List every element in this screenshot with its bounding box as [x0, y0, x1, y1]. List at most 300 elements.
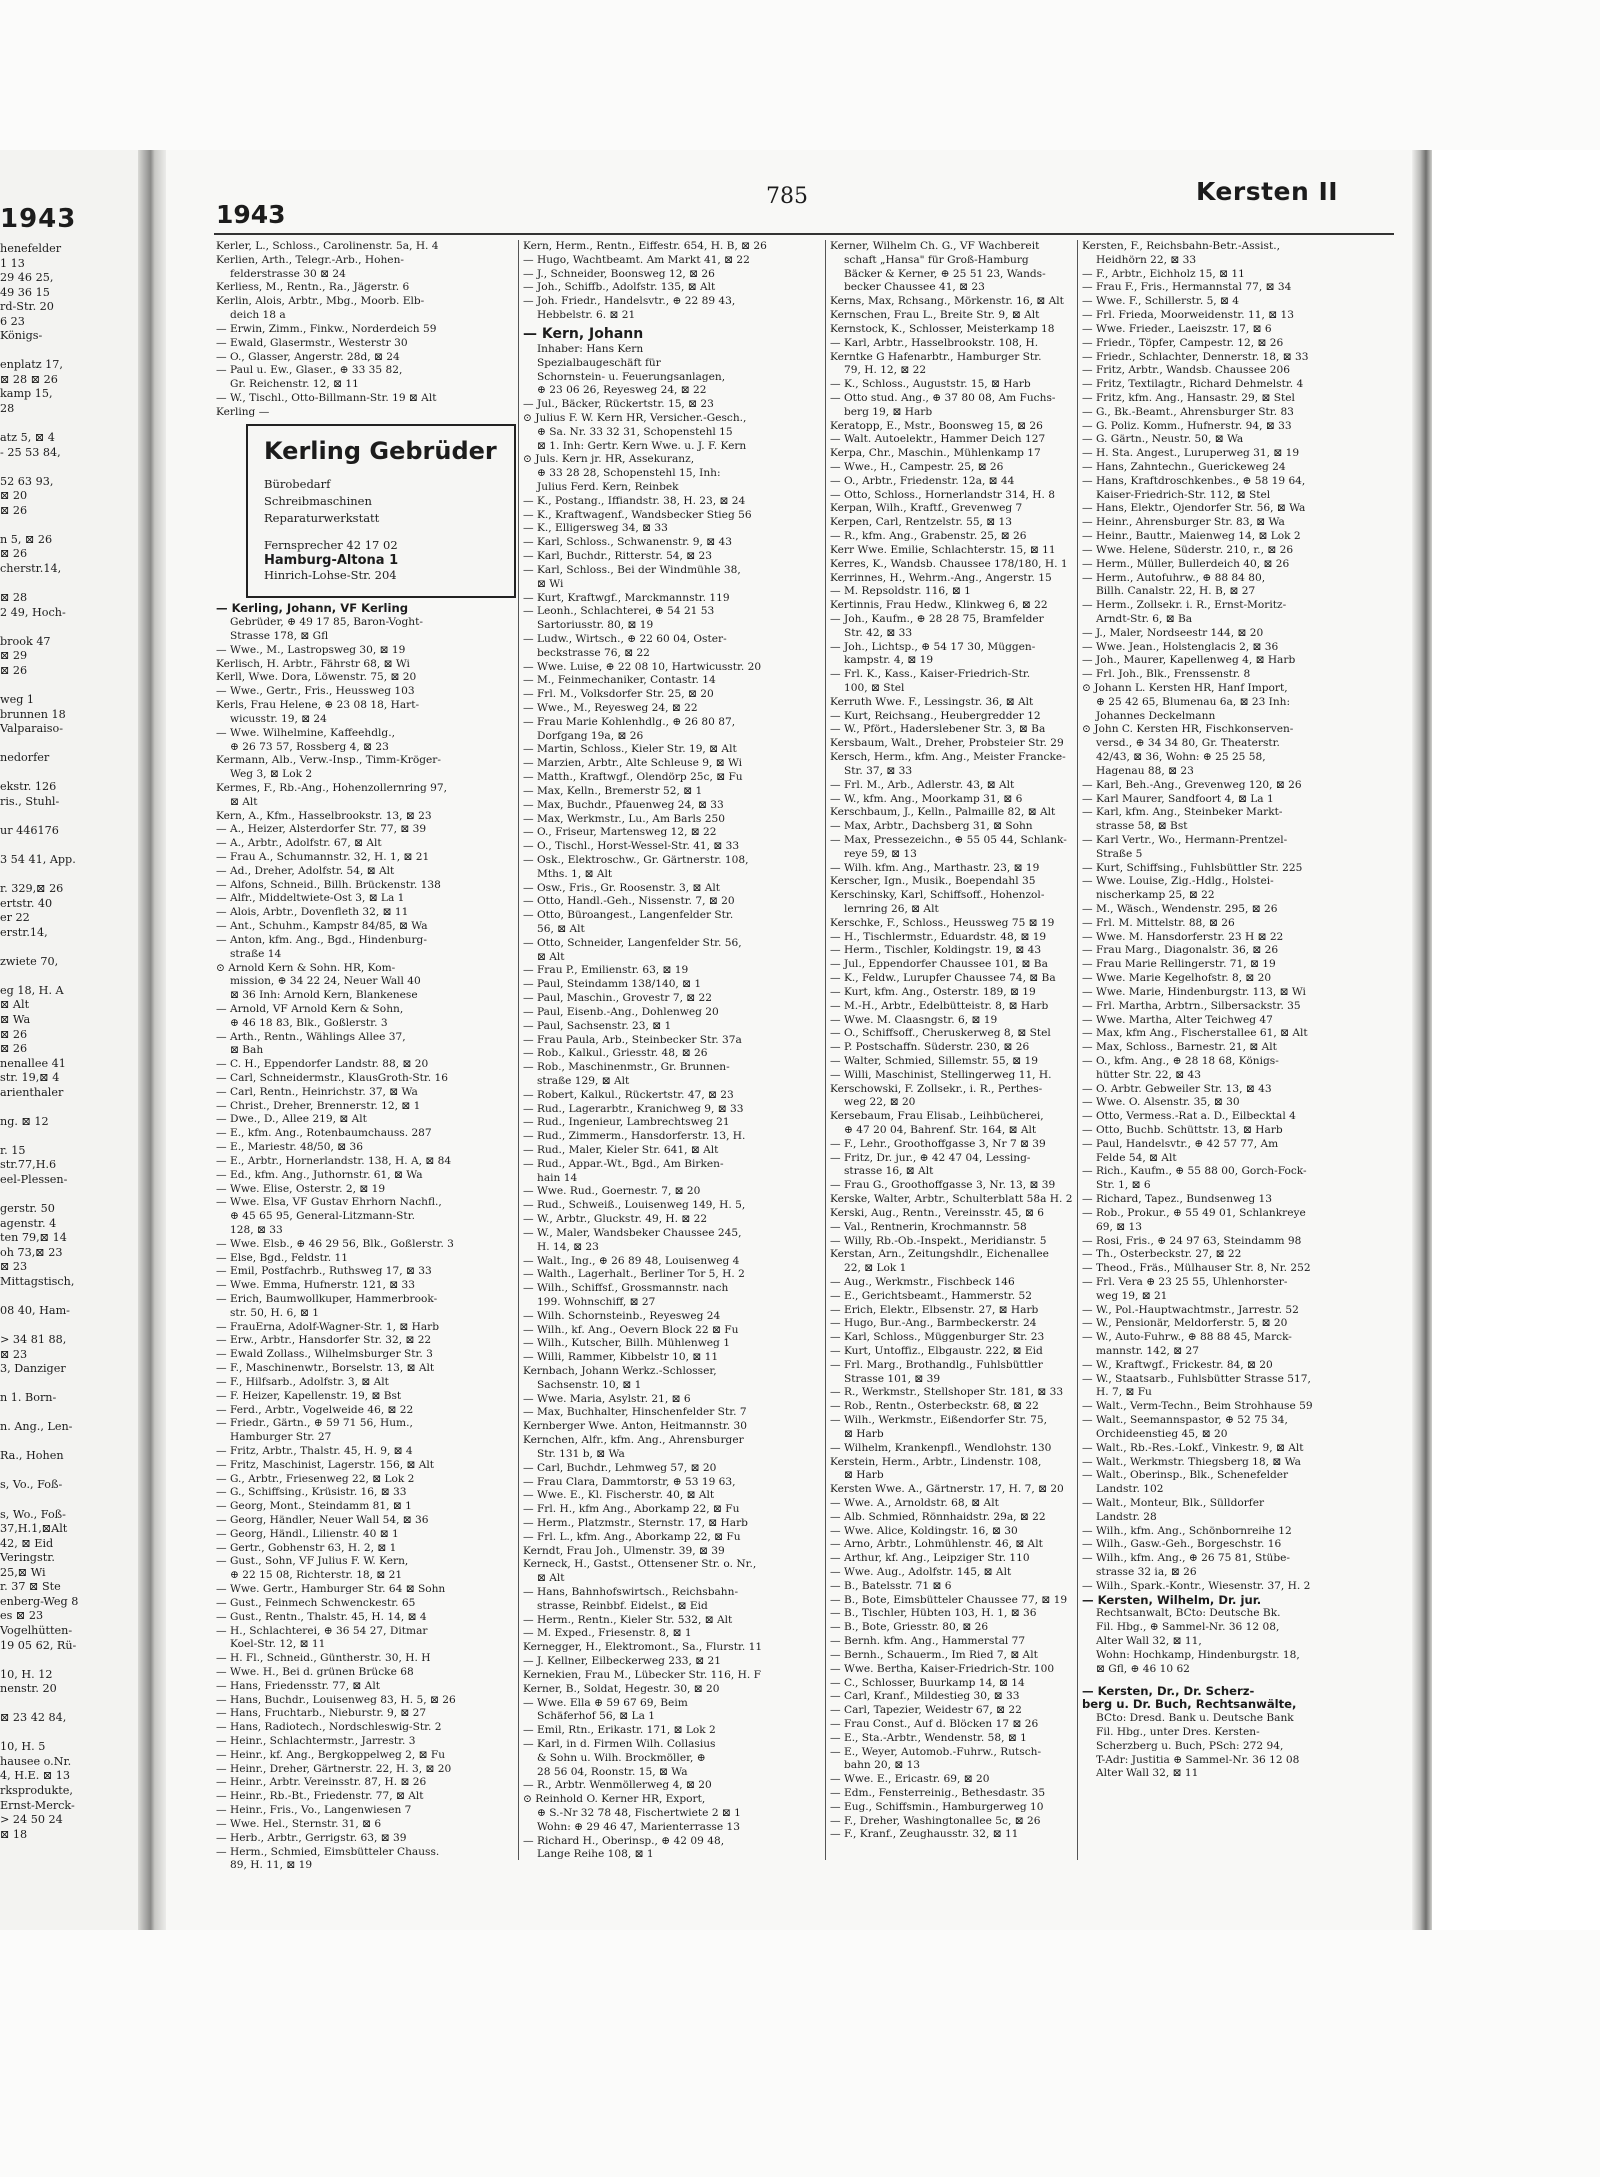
directory-entry-line: — Max, Kelln., Bremerstr 52, ⊠ 1	[523, 784, 703, 797]
directory-entry-line: — Otto, Schloss., Hornerlandstr 314, H. 8	[830, 488, 1055, 501]
left-fragment-line	[0, 1318, 138, 1333]
left-fragment-line: kamp 15,	[0, 387, 53, 401]
directory-entry-line: weg 22, ⊠ 20	[844, 1096, 916, 1109]
directory-entry-line: ⊠ Harb	[844, 1469, 884, 1482]
directory-entry-line: — Robert, Kalkul., Rückertstr. 47, ⊠ 23	[523, 1088, 734, 1101]
left-fragment-line: weg 1	[0, 692, 35, 706]
directory-entry-line: 42/43, ⊠ 36, Wohn: ⊕ 25 25 58,	[1096, 751, 1266, 764]
left-fragment-line: ten 79,⊠ 14	[0, 1231, 67, 1245]
directory-entry-line: — W., Tischl., Otto-Billmann-Str. 19 ⊠ Alt	[216, 391, 437, 404]
directory-heading-entry: — Kerling, Johann, VF Kerling	[216, 602, 409, 616]
directory-entry-line: — Rob., Rentn., Osterbeckstr. 68, ⊠ 22	[830, 1400, 1039, 1413]
directory-entry-line: — Walth., Lagerhalt., Berliner Tor 5, H. 2	[523, 1268, 745, 1281]
left-fragment-line: 25,⊠ Wi	[0, 1565, 46, 1579]
directory-entry-line: ⊠ Alt	[230, 795, 258, 808]
left-fragment-line: henefelder	[0, 242, 62, 255]
directory-entry-line: — Martin, Schloss., Kieler Str. 19, ⊠ Alt	[523, 743, 737, 756]
directory-entry-line: — Walt. Autoelektr., Hammer Deich 127	[830, 433, 1046, 446]
left-fragment-line: > 24 50 24	[0, 1813, 63, 1827]
directory-entry-line: — Arthur, kf. Ang., Leipziger Str. 110	[830, 1552, 1030, 1565]
directory-entry-line: — Heinr., kf. Ang., Bergkoppelweg 2, ⊠ Fu	[216, 1748, 446, 1761]
directory-entry-line: — Wwe. Bertha, Kaiser-Friedrich-Str. 100	[830, 1662, 1055, 1675]
directory-entry-line: — E., kfm. Ang., Rotenbaumchauss. 287	[216, 1127, 432, 1140]
directory-entry-line: — Paul, Sachsenstr. 23, ⊠ 1	[523, 1019, 672, 1032]
left-page-year: 1943	[0, 204, 77, 234]
directory-entry-line: Kernchen, Alfr., kfm. Ang., Ahrensburger	[523, 1434, 744, 1447]
directory-entry-line: BCto: Dresd. Bank u. Deutsche Bank	[1096, 1712, 1294, 1725]
directory-entry-line: bahn 20, ⊠ 13	[844, 1759, 921, 1772]
left-fragment-line: 08 40, Ham-	[0, 1303, 70, 1317]
directory-entry-line: — Erw., Arbtr., Hansdorfer Str. 32, ⊠ 22	[216, 1334, 432, 1347]
directory-entry-line: — Hans, Fruchtarb., Nieburstr. 9, ⊠ 27	[216, 1707, 427, 1720]
left-fragment-line: Ernst-Merck-	[0, 1798, 75, 1812]
left-fragment-line: ⊠ 23	[0, 1260, 28, 1274]
directory-entry-line: Kerscher, Ign., Musik., Boependahl 35	[830, 875, 1036, 888]
ad-phone: Fernsprecher 42 17 02	[264, 537, 398, 552]
directory-entry-line: — F., Maschinenwtr., Borselstr. 13, ⊠ Alt	[216, 1362, 435, 1375]
directory-entry-line: — R., Werkmstr., Stellshoper Str. 181, ⊠ 33	[830, 1386, 1064, 1399]
directory-heading-entry: — Kern, Johann	[523, 325, 644, 342]
left-fragment-line	[0, 838, 138, 853]
directory-entry-line: Wohn: ⊕ 29 46 47, Marienterrasse 13	[537, 1820, 740, 1833]
directory-entry-line: mission, ⊕ 34 22 24, Neuer Wall 40	[230, 975, 421, 988]
directory-entry-line: — M. Repsoldstr. 116, ⊠ 1	[830, 585, 971, 598]
directory-entry-line: — M., Feinmechaniker, Contastr. 14	[523, 674, 716, 687]
directory-entry-line: — H. Fl., Schneid., Güntherstr. 30, H. H	[216, 1652, 431, 1665]
left-fragment-line: ng. ⊠ 12	[0, 1114, 49, 1128]
directory-entry-line: — Hans, Friedensstr. 77, ⊠ Alt	[216, 1679, 380, 1692]
directory-entry-line: — Frl. M., Arb., Adlerstr. 43, ⊠ Alt	[830, 778, 1015, 791]
directory-entry-line: — Leonh., Schlachterei, ⊕ 54 21 53	[523, 605, 715, 618]
directory-entry-line: — Otto, Handl.-Geh., Nissenstr. 7, ⊠ 20	[523, 895, 735, 908]
left-fragment-line: 3, Danziger	[0, 1362, 66, 1376]
directory-entry-line: — W., Pfört., Haderslebener Str. 3, ⊠ Ba	[830, 723, 1046, 736]
directory-entry-line: — G. Gärtn., Neustr. 50, ⊠ Wa	[1082, 433, 1244, 446]
directory-entry-line: — B., Bote, Eimsbütteler Chaussee 77, ⊠ 19	[830, 1593, 1068, 1606]
directory-entry-line: — H., Tischlermstr., Eduardstr. 48, ⊠ 19	[830, 930, 1047, 943]
directory-entry-line: — Wwe. Aug., Adolfstr. 145, ⊠ Alt	[830, 1566, 1012, 1578]
directory-entry-line: T-Adr: Justitia ⊕ Sammel-Nr. 36 12 08	[1096, 1753, 1300, 1766]
directory-entry-line: str. 50, H. 6, ⊠ 1	[230, 1306, 319, 1319]
left-fragment-line	[0, 1493, 138, 1508]
directory-entry-line: — Herm., Tischler, Koldingstr. 19, ⊠ 43	[830, 944, 1042, 957]
left-fragment-line: hausee o.Nr.	[0, 1754, 72, 1768]
directory-entry-line: ⊕ 26 73 57, Rossberg 4, ⊠ 23	[230, 740, 389, 753]
left-fragment-line	[0, 620, 138, 635]
directory-entry-line: — Frl. H., kfm Ang., Aborkamp 22, ⊠ Fu	[523, 1503, 740, 1516]
directory-entry-line: — Willi, Maschinist, Stellingerweg 11, H.	[830, 1068, 1052, 1081]
directory-entry-line: Kerschinsky, Karl, Schiffsoff., Hohenzol-	[830, 889, 1045, 902]
left-fragment-line: ⊠ 26	[0, 1027, 28, 1041]
directory-entry-line: versd., ⊕ 34 34 80, Gr. Theaterstr.	[1096, 737, 1280, 750]
directory-entry-line: — Karl, Schloss., Schwanenstr. 9, ⊠ 43	[523, 536, 732, 549]
directory-entry-line: Landstr. 28	[1096, 1510, 1157, 1523]
directory-entry-line: — Erich, Elektr., Elbsenstr. 27, ⊠ Harb	[830, 1303, 1039, 1316]
directory-entry-line: — K., Kraftwagenf., Wandsbecker Stieg 56	[523, 508, 752, 521]
directory-entry-line: — Erwin, Zimm., Finkw., Norderdeich 59	[216, 322, 437, 335]
directory-heading-entry: berg u. Dr. Buch, Rechtsanwälte,	[1082, 1698, 1297, 1712]
directory-entry-line: — Wwe. Helene, Süderstr. 210, r., ⊠ 26	[1082, 543, 1294, 556]
left-fragment-line	[0, 1289, 138, 1304]
directory-entry-line: — O. Arbtr. Gebweiler Str. 13, ⊠ 43	[1082, 1082, 1272, 1095]
directory-entry-line: ⊠ Gfl, ⊕ 46 10 62	[1096, 1662, 1190, 1675]
directory-entry-line: Kerlien, Arth., Telegr.-Arb., Hohen-	[216, 253, 404, 266]
directory-entry-line: — Frl. Vera ⊕ 23 25 55, Uhlenhorster-	[1082, 1275, 1288, 1288]
directory-entry-line: — Karl Maurer, Sandfoort 4, ⊠ La 1	[1082, 792, 1274, 805]
directory-entry-line: — Wwe. H., Bei d. grünen Brücke 68	[216, 1665, 414, 1678]
directory-entry-line: Kerschke, F., Schloss., Heussweg 75 ⊠ 19	[830, 916, 1055, 929]
directory-entry-line: Kerski, Aug., Rentn., Vereinsstr. 45, ⊠ 6	[830, 1206, 1045, 1219]
directory-entry-line: — Wilh., Werkmstr., Eißendorfer Str. 75,	[830, 1414, 1048, 1427]
directory-entry-line: ⊙ Julius F. W. Kern HR, Versicher.-Gesch.,	[523, 411, 747, 424]
directory-entry-line: — Joh., Kaufm., ⊕ 28 28 75, Bramfelder	[830, 612, 1044, 625]
directory-entry-line: Schäferhof 56, ⊠ La 1	[537, 1710, 655, 1723]
directory-entry-line: — Heinr., Dreher, Gärtnerstr. 22, H. 3, ⊠ 20	[216, 1762, 452, 1775]
directory-entry-line: ⊠ Alt	[537, 1572, 565, 1585]
directory-entry-line: Kerr Wwe. Emilie, Schlachterstr. 15, ⊠ 11	[830, 543, 1056, 556]
directory-entry-line: — Hans, Kraftdroschkenbes., ⊕ 58 19 64,	[1082, 474, 1306, 487]
left-fragment-line: cherstr.14,	[0, 562, 62, 576]
directory-entry-line: Kernstock, K., Schlosser, Meisterkamp 18	[830, 322, 1055, 335]
left-fragment-line: ekstr. 126	[0, 780, 57, 794]
left-fragment-line	[0, 1464, 138, 1479]
directory-entry-line: — Wwe. Martha, Alter Teichweg 47	[1082, 1013, 1273, 1026]
directory-entry-line: — Frl. Frieda, Moorweidenstr. 11, ⊠ 13	[1082, 309, 1294, 322]
directory-entry-line: ⊙ Juls. Kern jr. HR, Assekuranz,	[523, 453, 695, 466]
directory-entry-line: Kerns, Max, Rchsang., Mörkenstr. 16, ⊠ Alt	[830, 295, 1064, 308]
directory-entry-line: — Fritz, Textilagtr., Richard Dehmelstr. 4	[1082, 378, 1304, 391]
directory-entry-line: — Wwe. A., Arnoldstr. 68, ⊠ Alt	[830, 1496, 999, 1509]
directory-entry-line: — G., Arbtr., Friesenweg 22, ⊠ Lok 2	[216, 1472, 415, 1485]
directory-entry-line: ⊕ 22 15 08, Richterstr. 18, ⊠ 21	[230, 1569, 403, 1582]
directory-entry-line: — Christ., Dreher, Brennerstr. 12, ⊠ 1	[216, 1099, 421, 1112]
left-fragment-line: ⊠ 23 42 84,	[0, 1711, 67, 1725]
directory-entry-line: — Fritz, Maschinist, Lagerstr. 156, ⊠ Alt	[216, 1458, 435, 1471]
directory-entry-line: Landstr. 102	[1096, 1483, 1164, 1496]
directory-entry-line: wicusstr. 19, ⊠ 24	[230, 712, 327, 725]
directory-entry-line: — Wilh., Spark.-Kontr., Wiesenstr. 37, H. 2	[1082, 1579, 1311, 1592]
directory-entry-line: Hagenau 88, ⊠ 23	[1096, 764, 1194, 777]
directory-entry-line: — Friedr., Töpfer, Campestr. 12, ⊠ 26	[1082, 336, 1284, 349]
directory-entry-line: 199. Wohnschiff, ⊠ 27	[537, 1295, 656, 1308]
directory-entry-line: — Gust., Feinmech Schwenckestr. 65	[216, 1596, 416, 1609]
directory-entry-line: — Karl, kfm. Ang., Steinbeker Markt-	[1082, 806, 1283, 819]
directory-entry-line: Gebrüder, ⊕ 49 17 85, Baron-Voght-	[230, 616, 423, 629]
directory-entry-line: — Wwe., Gertr., Fris., Heussweg 103	[216, 685, 415, 698]
left-fragment-line	[0, 1377, 138, 1392]
ad-line: Reparaturwerkstatt	[264, 510, 380, 525]
directory-entry-line: — Max, Werkmstr., Lu., Am Barls 250	[523, 812, 725, 825]
directory-entry-line: straße 14	[230, 947, 282, 960]
directory-entry-line: — W., Arbtr., Gluckstr. 49, H. ⊠ 22	[523, 1213, 708, 1226]
directory-entry-line: H. 14, ⊠ 23	[537, 1240, 599, 1253]
left-fragment-line	[0, 1100, 138, 1115]
directory-entry-line: Kerstein, Herm., Arbtr., Lindenstr. 108,	[830, 1455, 1042, 1468]
ad-city: Hamburg-Altona 1	[264, 552, 399, 568]
directory-entry-line: — Max, Schloss., Barnestr. 21, ⊠ Alt	[1082, 1041, 1277, 1054]
directory-entry-line: ⊠ Harb	[844, 1427, 884, 1440]
directory-entry-line: — Rud., Maler, Kieler Str. 641, ⊠ Alt	[523, 1144, 719, 1156]
directory-entry-line: — Frl. Joh., Blk., Frenssenstr. 8	[1082, 668, 1251, 681]
directory-entry-line: — Herm., Platzmstr., Sternstr. 17, ⊠ Harb	[523, 1516, 748, 1529]
directory-entry-line: — Hugo, Bur.-Ang., Barmbeckerstr. 24	[830, 1317, 1037, 1330]
directory-entry-line: Kernegger, H., Elektromont., Sa., Flurstr. 11	[523, 1641, 763, 1654]
directory-entry-line: — Heinr., Bauttr., Maienweg 14, ⊠ Lok 2	[1082, 530, 1301, 543]
left-fragment-line: eel-Plessen-	[0, 1173, 68, 1186]
directory-entry-line: Str. 37, ⊠ 33	[844, 764, 913, 777]
directory-entry-line: — G. Poliz. Komm., Hufnerstr. 94, ⊠ 33	[1082, 419, 1292, 432]
directory-entry-line: Sachsenstr. 10, ⊠ 1	[537, 1378, 642, 1391]
directory-entry-line: Kernekien, Frau M., Lübecker Str. 116, H. F	[523, 1668, 761, 1681]
directory-entry-line: Scherzberg u. Buch, PSch: 272 94,	[1096, 1739, 1284, 1752]
directory-entry-line: — Th., Osterbeckstr. 27, ⊠ 22	[1082, 1248, 1242, 1261]
directory-entry-line: — Carl, Tapezier, Weidestr 67, ⊠ 22	[830, 1704, 1022, 1717]
directory-entry-line: kampstr. 4, ⊠ 19	[844, 654, 934, 667]
directory-entry-line: — W., Kraftwgf., Frickestr. 84, ⊠ 20	[1082, 1358, 1273, 1371]
left-fragment-line: ⊠ 20	[0, 489, 28, 503]
directory-entry-line: — Frau Marg., Diagonalstr. 36, ⊠ 26	[1082, 944, 1279, 957]
directory-entry-line: ⊙ Arnold Kern & Sohn. HR, Kom-	[216, 961, 396, 974]
directory-entry-line: Kersten, F., Reichsbahn-Betr.-Assist.,	[1082, 240, 1280, 252]
left-fragment-line: 4, H.E. ⊠ 13	[0, 1769, 70, 1783]
left-fragment-line: arienthaler	[0, 1085, 64, 1099]
directory-entry-line: mannstr. 142, ⊠ 27	[1096, 1345, 1200, 1357]
directory-entry-line: Kermann, Alb., Verw.-Insp., Timm-Kröger-	[216, 754, 441, 767]
left-fragment-line: rd-Str. 20	[0, 300, 54, 314]
directory-entry-line: ⊕ 47 20 04, Bahrenf. Str. 164, ⊠ Alt	[844, 1124, 1037, 1136]
directory-entry-line: — Frl. L., kfm. Ang., Aborkamp 22, ⊠ Fu	[523, 1530, 741, 1543]
left-fragment-line: ⊠ Alt	[0, 998, 30, 1012]
directory-entry-line: — Herm., Autofuhrw., ⊕ 88 84 80,	[1082, 571, 1266, 584]
directory-entry-line: — Herm., Zollsekr. i. R., Ernst-Moritz-	[1082, 599, 1287, 612]
left-fragment-line	[0, 518, 138, 533]
directory-entry-line: Kern, A., Kfm., Hasselbrookstr. 13, ⊠ 23	[216, 809, 432, 822]
left-fragment-line	[0, 1697, 138, 1712]
left-fragment-line	[0, 417, 138, 432]
directory-entry-line: Kernbach, Johann Werkz.-Schlosser,	[523, 1365, 717, 1377]
left-fragment-line: 42, ⊠ Eid	[0, 1536, 54, 1550]
directory-entry-line: Kersten Wwe. A., Gärtnerstr. 17, H. 7, ⊠ 20	[830, 1483, 1064, 1496]
directory-entry-line: Straße 5	[1096, 847, 1143, 860]
kerling-gebrueder-advertisement	[246, 424, 516, 599]
left-fragment-line: 10, H. 12	[0, 1667, 53, 1681]
left-fragment-line: enplatz 17,	[0, 358, 63, 372]
directory-entry-line: Kerschowski, F. Zollsekr., i. R., Perthes-	[830, 1082, 1043, 1095]
directory-entry-line: beckstrasse 76, ⊠ 22	[537, 646, 650, 659]
directory-entry-line: — G., Bk.-Beamt., Ahrensburger Str. 83	[1082, 405, 1294, 418]
directory-entry-line: — Max, kfm Ang., Fischerstallee 61, ⊠ Alt	[1082, 1027, 1308, 1040]
directory-entry-line: — Hans, Zahntechn., Guerickeweg 24	[1082, 461, 1286, 473]
directory-entry-line: Sartoriusstr. 80, ⊠ 19	[537, 619, 654, 632]
directory-entry-line: — Walt., Werkmstr. Thiegsberg 18, ⊠ Wa	[1082, 1455, 1301, 1468]
directory-entry-line: — Heinr., Ahrensburger Str. 83, ⊠ Wa	[1082, 516, 1285, 529]
left-fragment-line: atz 5, ⊠ 4	[0, 431, 55, 445]
directory-entry-line: Mths. 1, ⊠ Alt	[537, 867, 613, 880]
directory-entry-line: ⊠ Bah	[230, 1044, 264, 1057]
directory-entry-line: Kerliess, M., Rentn., Ra., Jägerstr. 6	[216, 281, 410, 294]
left-fragment-line: ⊠ 29	[0, 649, 28, 663]
directory-entry-line: — Wilh., Gasw.-Geh., Borgeschstr. 16	[1082, 1538, 1282, 1551]
directory-entry-line: — P. Postschaffn. Süderstr. 230, ⊠ 26	[830, 1041, 1030, 1054]
left-fragment-line: eg 18, H. A	[0, 983, 64, 997]
directory-entry-line: 100, ⊠ Stel	[844, 682, 905, 694]
left-fragment-line: 2 49, Hoch-	[0, 605, 66, 619]
directory-entry-line: & Sohn u. Wilh. Brockmöller, ⊕	[537, 1751, 706, 1764]
left-fragment-line: - 25 53 84,	[0, 445, 61, 459]
directory-entry-line: Spezialbaugeschäft für	[537, 356, 661, 369]
directory-entry-line: — Friedr., Gärtn., ⊕ 59 71 56, Hum.,	[216, 1417, 413, 1430]
directory-entry-line: ⊕ 46 18 83, Blk., Goßlerstr. 3	[230, 1016, 388, 1029]
directory-entry-line: — Otto stud. Ang., ⊕ 37 80 08, Am Fuchs-	[830, 391, 1056, 404]
directory-entry-line: strasse 16, ⊠ Alt	[844, 1165, 934, 1178]
left-fragment-line: n 1. Born-	[0, 1391, 57, 1405]
directory-entry-line: — M., Wäsch., Wendenstr. 295, ⊠ 26	[1082, 903, 1278, 915]
directory-entry-line: — Hans, Radiotech., Nordschleswig-Str. 2	[216, 1721, 442, 1734]
directory-entry-line: — Theod., Fräs., Mülhauser Str. 8, Nr. 252	[1082, 1262, 1311, 1275]
directory-entry-line: — Arth., Rentn., Wählings Allee 37,	[216, 1030, 406, 1043]
directory-entry-line: Kerruth Wwe. F., Lessingstr. 36, ⊠ Alt	[830, 695, 1034, 708]
directory-entry-line: — Fritz, Arbtr., Thalstr. 45, H. 9, ⊠ 4	[216, 1444, 413, 1457]
directory-entry-line: — Karl, Buchdr., Ritterstr. 54, ⊠ 23	[523, 550, 713, 563]
left-fragment-line: zwiete 70,	[0, 954, 59, 968]
directory-entry-line: — B., Bote, Griesstr. 80, ⊠ 26	[830, 1621, 989, 1634]
left-fragment-line: ⊠ 26	[0, 503, 28, 517]
left-fragment-line: 1 13	[0, 256, 25, 270]
directory-entry-line: — Osw., Fris., Gr. Roosenstr. 3, ⊠ Alt	[523, 881, 721, 894]
directory-entry-line: — Wwe. Luise, ⊕ 22 08 10, Hartwicusstr. 20	[523, 660, 762, 673]
left-fragment-line	[0, 344, 138, 359]
directory-entry-line: — Carl, Kranf., Mildestieg 30, ⊠ 33	[830, 1690, 1020, 1703]
left-fragment-line: 37,H.1,⊠Alt	[0, 1522, 68, 1536]
directory-entry-line: — Karl, Beh.-Ang., Grevenweg 120, ⊠ 26	[1082, 778, 1302, 791]
directory-entry-line: — Kurt, Kraftwgf., Marckmannstr. 119	[523, 591, 730, 604]
directory-entry-line: Billh. Canalstr. 22, H. B, ⊠ 27	[1096, 585, 1256, 598]
directory-entry-line: — O., kfm. Ang., ⊕ 28 18 68, Königs-	[1082, 1054, 1279, 1067]
directory-entry-line: — Else, Bgd., Feldstr. 11	[216, 1251, 348, 1264]
left-fragment-line: > 34 81 88,	[0, 1333, 67, 1347]
directory-entry-line: — Heinr., Fris., Vo., Langenwiesen 7	[216, 1804, 412, 1817]
directory-entry-line: Kerpen, Carl, Rentzelstr. 55, ⊠ 13	[830, 516, 1013, 529]
left-fragment-line: ⊠ 18	[0, 1827, 28, 1841]
directory-entry-line: — K., Feldw., Lurupfer Chaussee 74, ⊠ Ba	[830, 972, 1056, 985]
directory-entry-line: — R., kfm. Ang., Grabenstr. 25, ⊠ 26	[830, 530, 1027, 543]
left-fragment-line: ris., Stuhl-	[0, 794, 60, 808]
directory-entry-line: Kerndt, Frau Joh., Ulmenstr. 39, ⊠ 39	[523, 1544, 725, 1557]
directory-entry-line: berg 19, ⊠ Harb	[844, 405, 933, 418]
directory-entry-line: Kertinnis, Frau Hedw., Klinkweg 6, ⊠ 22	[830, 599, 1048, 612]
directory-entry-line: — W., kfm. Ang., Moorkamp 31, ⊠ 6	[830, 792, 1023, 805]
directory-entry-line: Str. 131 b, ⊠ Wa	[537, 1447, 625, 1460]
directory-entry-line: — M. Exped., Friesenstr. 8, ⊠ 1	[523, 1627, 692, 1640]
directory-entry-line: Kerll, Wwe. Dora, Löwenstr. 75, ⊠ 20	[216, 671, 417, 684]
directory-entry-line: — Fritz, Arbtr., Wandsb. Chaussee 206	[1082, 364, 1290, 377]
directory-entry-line: — Kurt, Reichsang., Heubergredder 12	[830, 709, 1041, 722]
directory-entry-line: — Gust., Sohn, VF Julius F. W. Kern,	[216, 1555, 409, 1568]
directory-entry-line: Arndt-Str. 6, ⊠ Ba	[1096, 612, 1193, 625]
directory-entry-line: Str. 42, ⊠ 33	[844, 626, 913, 639]
left-fragment-line: 49 36 15	[0, 285, 50, 299]
directory-entry-line: — Rosi, Fris., ⊕ 24 97 63, Steindamm 98	[1082, 1234, 1302, 1247]
directory-column-1	[216, 240, 516, 1890]
directory-entry-line: — Carl, Schneidermstr., KlausGroth-Str. 16	[216, 1072, 448, 1084]
directory-entry-line: — Frl. K., Kass., Kaiser-Friedrich-Str.	[830, 668, 1031, 681]
directory-entry-line: — Matth., Kraftwgf., Olendörp 25c, ⊠ Fu	[523, 771, 743, 784]
directory-entry-line: — Rob., Kalkul., Griesstr. 48, ⊠ 26	[523, 1047, 708, 1060]
directory-entry-line: — Emil, Postfachrb., Ruthsweg 17, ⊠ 33	[216, 1265, 432, 1278]
directory-entry-line: Strasse 101, ⊠ 39	[844, 1372, 941, 1385]
column-divider	[1077, 240, 1078, 1860]
directory-entry-line: — Gust., Rentn., Thalstr. 45, H. 14, ⊠ 4	[216, 1610, 427, 1623]
directory-entry-line: — Bernh., Schauerm., Im Ried 7, ⊠ Alt	[830, 1648, 1038, 1661]
directory-entry-line: — Wwe. M. Hansdorferstr. 23 H ⊠ 22	[1082, 930, 1284, 943]
directory-entry-line: — Kurt, Untoffiz., Elbgaustr. 222, ⊠ Eid	[830, 1345, 1043, 1357]
directory-entry-line: — Walt., Oberinsp., Blk., Schenefelder	[1082, 1469, 1289, 1482]
left-fragment-line: ⊠ 28	[0, 591, 28, 605]
directory-entry-line: — Rud., Zimmerm., Hansdorferstr. 13, H.	[523, 1130, 746, 1143]
directory-entry-line: hütter Str. 22, ⊠ 43	[1096, 1068, 1201, 1081]
directory-entry-line: — Hans, Bahnhofswirtsch., Reichsbahn-	[523, 1586, 739, 1598]
directory-entry-line: — Wwe. Elise, Osterstr. 2, ⊠ 19	[216, 1182, 386, 1195]
directory-entry-line: — Jul., Eppendorfer Chaussee 101, ⊠ Ba	[830, 958, 1048, 971]
left-fragment-line	[0, 1406, 138, 1421]
directory-entry-line: Hamburger Str. 27	[230, 1431, 332, 1444]
directory-entry-line: Felde 54, ⊠ Alt	[1096, 1151, 1177, 1164]
left-fragment-line: ⊠ 23	[0, 1347, 28, 1361]
directory-entry-line: Weg 3, ⊠ Lok 2	[230, 768, 313, 781]
left-fragment-line: 3 54 41, App.	[0, 852, 76, 866]
directory-entry-line: — Wilh., kfm. Ang., Schönbornreihe 12	[1082, 1524, 1292, 1537]
directory-entry-line: — J., Maler, Nordseestr 144, ⊠ 20	[1082, 626, 1264, 639]
directory-entry-line: — Alfons, Schneid., Billh. Brückenstr. 138	[216, 878, 441, 891]
left-fragment-line: rksprodukte,	[0, 1783, 73, 1797]
left-fragment-line: 10, H. 5	[0, 1740, 46, 1754]
left-fragment-line: str. 19,⊠ 4	[0, 1071, 60, 1085]
directory-entry-line: — Georg, Mont., Steindamm 81, ⊠ 1	[216, 1500, 412, 1513]
directory-entry-line: Kerler, L., Schloss., Carolinenstr. 5a, H. 4	[216, 240, 439, 252]
left-fragment-line: r. 15	[0, 1143, 26, 1157]
directory-entry-line: — E., Mariestr. 48/50, ⊠ 36	[216, 1141, 363, 1154]
left-fragment-line	[0, 1435, 138, 1450]
column-divider	[518, 240, 519, 1860]
directory-entry-line: — A., Heizer, Alsterdorfer Str. 77, ⊠ 39	[216, 823, 427, 836]
directory-entry-line: Dorfgang 19a, ⊠ 26	[537, 729, 644, 742]
directory-entry-line: — Karl Vertr., Wo., Hermann-Prentzel-	[1082, 833, 1288, 846]
page-margin	[1432, 150, 1600, 1930]
directory-entry-line: Fil. Hbg., unter Dres. Kersten-	[1096, 1725, 1260, 1738]
directory-entry-line: — H., Schlachterei, ⊕ 36 54 27, Ditmar	[216, 1624, 428, 1637]
directory-entry-line: Kerstan, Arn., Zeitungshdlr., Eichenallee	[830, 1248, 1049, 1261]
directory-entry-line: — Paul, Eisenb.-Ang., Dohlenweg 20	[523, 1005, 719, 1018]
directory-entry-line: — Otto, Vermess.-Rat a. D., Eilbecktal 4	[1082, 1110, 1296, 1123]
directory-entry-line: — Wwe. Hel., Sternstr. 31, ⊠ 6	[216, 1817, 382, 1830]
directory-entry-line: — Wwe. Louise, Zig.-Hdlg., Holstei-	[1082, 875, 1274, 888]
directory-entry-line: Str. 1, ⊠ 6	[1096, 1179, 1151, 1192]
directory-entry-line: — Frau Clara, Dammtorstr, ⊕ 53 19 63,	[523, 1475, 736, 1488]
left-fragment-line: enberg-Weg 8	[0, 1594, 79, 1608]
left-fragment-line: n. Ang., Len-	[0, 1420, 73, 1434]
directory-entry-line: Fil. Hbg., ⊕ Sammel-Nr. 36 12 08,	[1096, 1621, 1280, 1634]
directory-entry-line: Inhaber: Hans Kern	[537, 342, 644, 355]
directory-entry-line: — Aug., Werkmstr., Fischbeck 146	[830, 1275, 1015, 1288]
directory-entry-line: straße 129, ⊠ Alt	[537, 1074, 630, 1087]
directory-entry-line: — Hans, Elektr., Ojendorfer Str. 56, ⊠ Wa	[1082, 502, 1306, 515]
directory-entry-line: — F., Lehr., Groothoffgasse 3, Nr 7 ⊠ 39	[830, 1137, 1046, 1150]
directory-entry-line: — Willy, Rb.-Ob.-Inspekt., Meridianstr. 5	[830, 1234, 1047, 1247]
directory-entry-line: — Frau A., Schumannstr. 32, H. 1, ⊠ 21	[216, 851, 430, 863]
left-fragment-line: Vogelhütten-	[0, 1623, 73, 1637]
directory-entry-line: — Alois, Arbtr., Dovenfleth 32, ⊠ 11	[216, 906, 409, 919]
directory-entry-line: 89, H. 11, ⊠ 19	[230, 1859, 313, 1872]
